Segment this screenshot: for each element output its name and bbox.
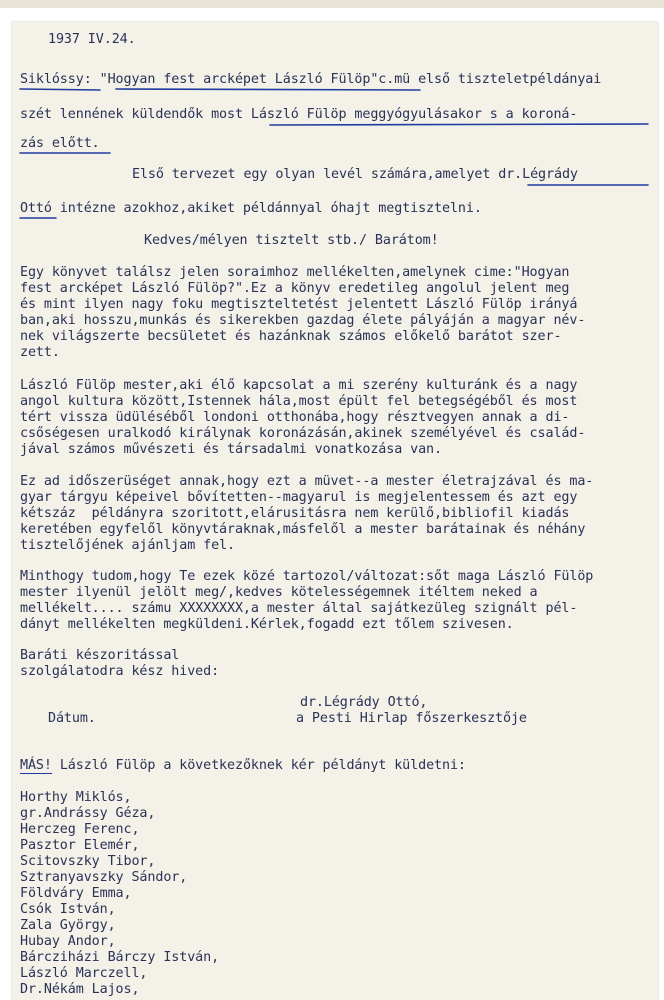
- signature-title: a Pesti Hirlap főszerkesztője: [296, 711, 527, 726]
- paragraph-line: Egy könyvet találsz jelen soraimhoz mellékelten,amelynek cime:"Hogyan: [20, 265, 570, 280]
- paragraph-line: mester ilyenül jelölt meg/,kedves kötelességemnek itéltem neked a: [20, 585, 538, 600]
- paragraph-line: tisztelőjének ajánljam fel.: [20, 538, 235, 553]
- list-item: gr.Andrássy Géza,: [20, 806, 156, 821]
- list-item: Scitovszky Tibor,: [20, 854, 156, 869]
- header-line-2: szét lennének küldendők most László Fülöp meggyógyulásakor s a koroná-: [20, 107, 578, 122]
- intro-line-1: Első tervezet egy olyan levél számára,amelyet dr.Légrády: [132, 167, 578, 182]
- list-item: Pasztor Elemér,: [20, 838, 140, 853]
- paragraph-line: dányt mellékelten megküldeni.Kérlek,fogadd ezt tőlem szivesen.: [20, 617, 514, 632]
- header-line-3: zás előtt.: [20, 136, 100, 151]
- paragraph-line: gyar tárgyu képeivel bővítetten--magyarul is megjelentessem és azt egy: [20, 490, 578, 505]
- salutation: Kedves/mélyen tisztelt stb./ Barátom!: [144, 233, 439, 248]
- paragraph-line: kétszáz példányra szoritott,elárusitásra nem kerülő,bibliofil kiadás: [20, 506, 570, 521]
- paragraph-line: nek világszerte becsületet és hazánknak számos előkelő barátot szer-: [20, 329, 562, 344]
- closing-line-1: Baráti készoritással: [20, 648, 180, 663]
- paragraph-line: tért vissza üdüléséből londoni otthonába,hogy résztvegyen annak a di-: [20, 410, 570, 425]
- paragraph-line: keretében egyfelől könyvtáraknak,másfelől a mester barátainak és néhány: [20, 522, 586, 537]
- intro-line-2: Ottó intézne azokhoz,akiket példánnyal óhajt megtisztelni.: [20, 201, 482, 216]
- list-item: Zala György,: [20, 918, 116, 933]
- header-line-1: Siklóssy: "Hogyan fest arcképet László Fülöp"c.mü első tiszteletpéldányai: [20, 72, 602, 87]
- underline-title: [116, 89, 420, 90]
- datum-label: Dátum.: [48, 711, 96, 726]
- list-item: Sztranyavszky Sándor,: [20, 870, 188, 885]
- closing-line-2: szolgálatodra kész hived:: [20, 664, 220, 679]
- paragraph-line: zett.: [20, 345, 60, 360]
- list-item: Csók István,: [20, 902, 116, 917]
- underline-siklossy: [20, 89, 100, 90]
- mas-text: László Fülöp a következőknek kér példányt küldetni:: [51, 758, 466, 773]
- paragraph-line: mellékelt.... számu XXXXXXXX,a mester által sajátkezüleg szignált pél-: [20, 601, 578, 616]
- paragraph-line: Minthogy tudom,hogy Te ezek közé tartozol/változat:sőt maga László Fülöp: [20, 569, 594, 584]
- list-item: Dr.Nékám Lajos,: [20, 982, 140, 997]
- paragraph-line: angol kultura között,Istennek hála,most épült fel betegségéből és most: [20, 394, 578, 409]
- list-item: Herczeg Ferenc,: [20, 822, 140, 837]
- signature-name: dr.Légrády Ottó,: [300, 695, 428, 710]
- document-date: 1937 IV.24.: [48, 32, 136, 47]
- list-item: Horthy Miklós,: [20, 790, 132, 805]
- list-item: Bárcziházi Bárczy István,: [20, 950, 220, 965]
- paragraph-line: Ez ad időszerüséget annak,hogy ezt a müvet--a mester életrajzával és ma-: [20, 474, 594, 489]
- paragraph-line: csőségesen uralkodó királynak koronázásán,akinek személyével és család-: [20, 426, 586, 441]
- underline-laszlo-meggyogyulas: [270, 124, 648, 125]
- list-item: Hubay Andor,: [20, 934, 116, 949]
- paragraph-line: és mint ilyen nagy foku megtiszteltetést jelentett László Fülöp irányá: [20, 297, 578, 312]
- paragraph-line: fest arcképet László Fülöp?".Ez a könyv eredetileg angolul jelent meg: [20, 281, 570, 296]
- paragraph-line: ban,aki hosszu,munkás és sikerekben gazdag élete pályáján a magyar név-: [20, 313, 586, 328]
- paragraph-line: László Fülöp mester,aki élő kapcsolat a mi szerény kulturánk és a nagy: [20, 378, 578, 393]
- paragraph-line: jával számos művészeti és társadalmi vonatkozása van.: [20, 442, 442, 457]
- list-item: Földváry Emma,: [20, 886, 132, 901]
- list-item: László Marczell,: [20, 966, 148, 981]
- mas-label: MÁS!: [20, 758, 52, 773]
